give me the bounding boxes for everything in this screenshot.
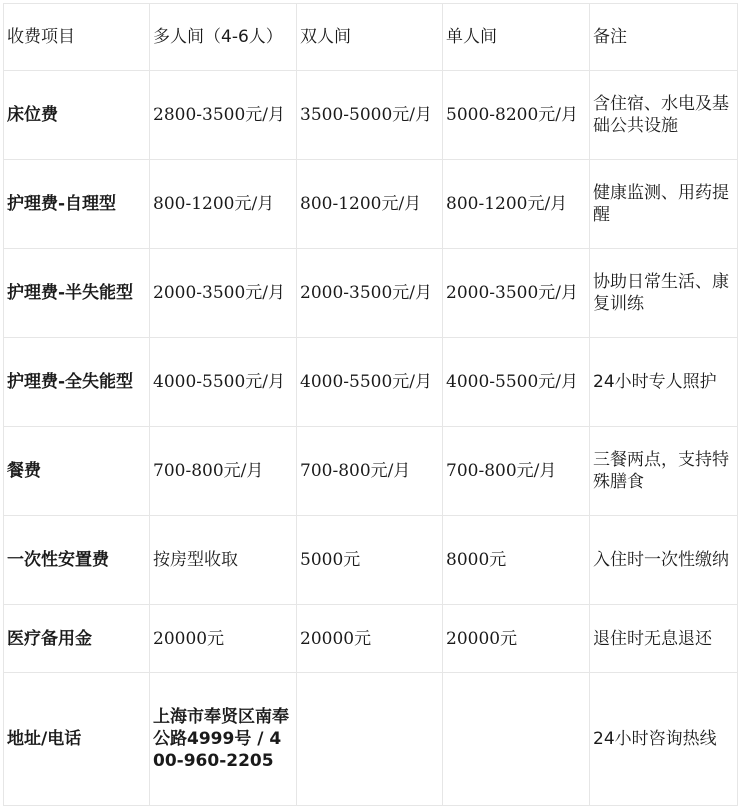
cell-multi: 800-1200元/月 (150, 160, 297, 249)
header-multi-room: 多人间（4-6人） (150, 4, 297, 71)
cell-note: 退住时无息退还 (590, 605, 738, 673)
cell-single: 8000元 (443, 516, 590, 605)
cell-single: 700-800元/月 (443, 427, 590, 516)
row-label: 地址/电话 (4, 673, 150, 806)
table-row (4, 249, 738, 338)
cell-multi: 4000-5500元/月 (150, 338, 297, 427)
cell-single: 4000-5500元/月 (443, 338, 590, 427)
row-label: 床位费 (4, 71, 150, 160)
row-label: 餐费 (4, 427, 150, 516)
cell-double: 3500-5000元/月 (297, 71, 443, 160)
table-row (4, 427, 738, 516)
address-phone: 上海市奉贤区南奉公路4999号 / 400-960-2205 (150, 673, 297, 806)
row-label: 一次性安置费 (4, 516, 150, 605)
cell-single: 5000-8200元/月 (443, 71, 590, 160)
cell-double: 800-1200元/月 (297, 160, 443, 249)
cell-note: 协助日常生活、康复训练 (590, 249, 738, 338)
cell-single: 800-1200元/月 (443, 160, 590, 249)
row-label: 医疗备用金 (4, 605, 150, 673)
table-row (4, 160, 738, 249)
fee-table (3, 3, 738, 806)
cell-single: 2000-3500元/月 (443, 249, 590, 338)
cell-note: 三餐两点，支持特殊膳食 (590, 427, 738, 516)
cell-double: 4000-5500元/月 (297, 338, 443, 427)
cell-note: 24小时咨询热线 (590, 673, 738, 806)
cell-double: 5000元 (297, 516, 443, 605)
cell-double (297, 673, 443, 806)
row-label: 护理费-半失能型 (4, 249, 150, 338)
cell-note: 含住宿、水电及基础公共设施 (590, 71, 738, 160)
cell-note: 健康监测、用药提醒 (590, 160, 738, 249)
table-row (4, 71, 738, 160)
table-row (4, 338, 738, 427)
header-row (4, 4, 738, 71)
cell-double: 700-800元/月 (297, 427, 443, 516)
cell-double: 2000-3500元/月 (297, 249, 443, 338)
header-note: 备注 (590, 4, 738, 71)
cell-multi: 2800-3500元/月 (150, 71, 297, 160)
table-row (4, 516, 738, 605)
cell-note: 入住时一次性缴纳 (590, 516, 738, 605)
cell-single (443, 673, 590, 806)
table-row (4, 605, 738, 673)
cell-multi: 20000元 (150, 605, 297, 673)
cell-multi: 2000-3500元/月 (150, 249, 297, 338)
header-item: 收费项目 (4, 4, 150, 71)
header-double-room: 双人间 (297, 4, 443, 71)
header-single-room: 单人间 (443, 4, 590, 71)
cell-multi: 700-800元/月 (150, 427, 297, 516)
cell-single: 20000元 (443, 605, 590, 673)
row-label: 护理费-自理型 (4, 160, 150, 249)
cell-note: 24小时专人照护 (590, 338, 738, 427)
cell-multi: 按房型收取 (150, 516, 297, 605)
table-row (4, 673, 738, 806)
row-label: 护理费-全失能型 (4, 338, 150, 427)
cell-double: 20000元 (297, 605, 443, 673)
